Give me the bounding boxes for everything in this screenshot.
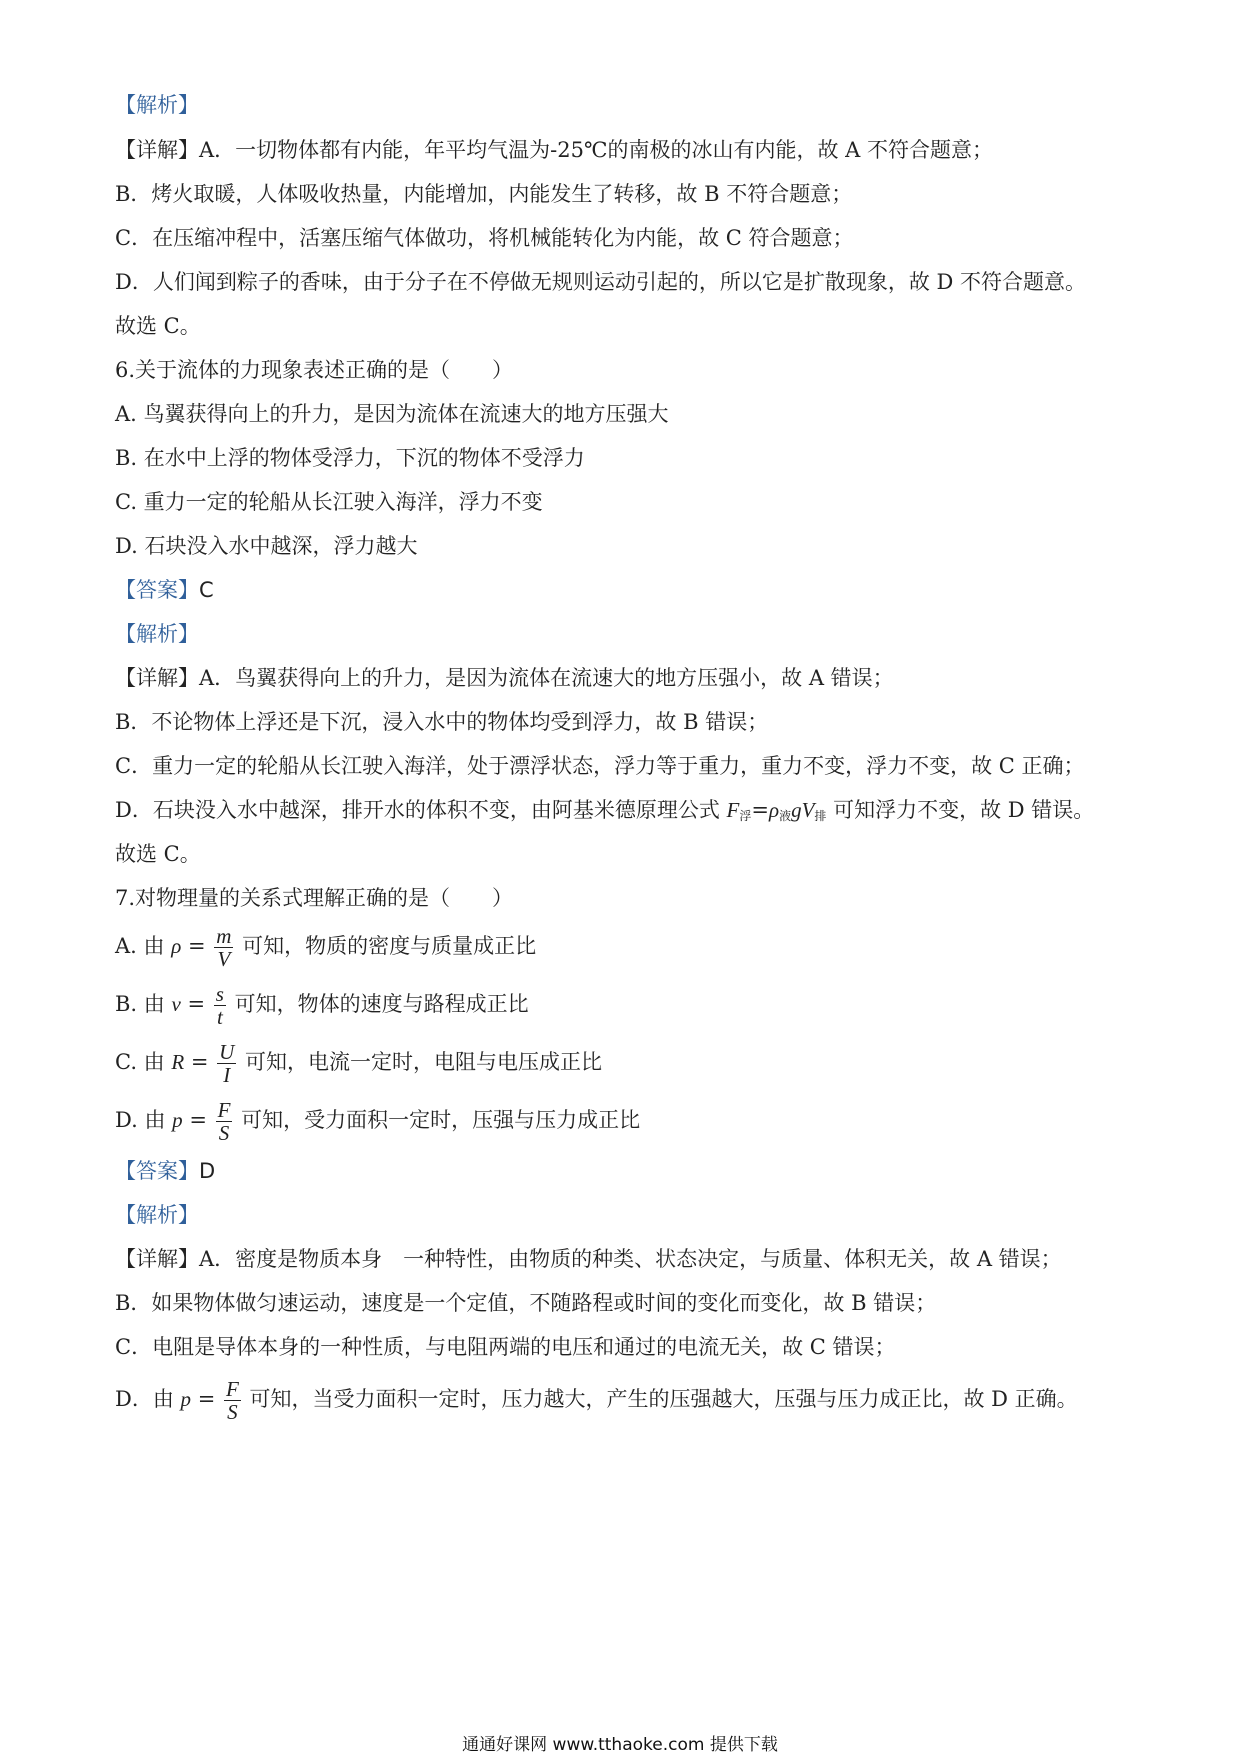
fraction xyxy=(214,983,226,1028)
question-7-option-b: B. 由 v = $\frac{s}{t}$ 可知，物体的速度与路程成正比 xyxy=(115,982,529,1029)
formula-sub: 排 xyxy=(814,809,827,823)
question-7-option-d: D. 由 p = $\frac{F}{S}$ 可知，受力面积一定时，压强与压力成正比 xyxy=(115,1098,641,1145)
formula-rho: ρ xyxy=(768,798,780,822)
detail-line: B．不论物体上浮还是下沉，浸入水中的物体均受到浮力，故 B 错误； xyxy=(115,710,769,734)
formula-F: F xyxy=(726,798,740,822)
answer-tag: 【答案】 xyxy=(115,578,199,602)
detail-line: 【详解】A．一切物体都有内能，年平均气温为-25℃的南极的冰山有内能，故 A 不符合题意； xyxy=(115,138,993,162)
question-6-option-a: A. 鸟翼获得向上的升力，是因为流体在流速大的地方压强大 xyxy=(115,402,669,426)
analysis-tag: 【解析】 xyxy=(115,93,199,117)
fraction xyxy=(214,925,233,970)
formula-g: g xyxy=(791,798,802,822)
detail-line-formula: D．由 p = $\frac{F}{S}$ 可知，当受力面积一定时，压力越大，产生的压强越大，压强与压力成正比，故 D 正确。 xyxy=(115,1377,1078,1424)
fraction-numerator: s xyxy=(215,982,224,1006)
answer-value: C xyxy=(199,578,214,602)
formula-sub: 浮 xyxy=(739,809,752,823)
question-7-stem: 7.对物理量的关系式理解正确的是（ ） xyxy=(115,886,514,910)
analysis-tag: 【解析】 xyxy=(115,1203,199,1227)
fraction-numerator: F xyxy=(217,1098,231,1122)
answer-tag: 【答案】 xyxy=(115,1159,199,1183)
conclusion-line: 故选 C。 xyxy=(115,314,201,338)
question-6-stem: 6.关于流体的力现象表述正确的是（ ） xyxy=(115,358,514,382)
conclusion-line: 故选 C。 xyxy=(115,842,201,866)
option-text: 可知，物体的速度与路程成正比 xyxy=(234,992,529,1016)
formula-lhs: p xyxy=(180,1387,192,1411)
detail-line: 【详解】A．密度是物质本身 一种特性，由物质的种类、状态决定，与质量、体积无关，故 A 错误； xyxy=(115,1247,1062,1271)
formula-lhs: ρ xyxy=(171,934,182,958)
fraction-numerator: m xyxy=(216,924,232,948)
answer-value: D xyxy=(199,1159,216,1183)
analysis-tag: 【解析】 xyxy=(115,622,199,646)
question-6-answer xyxy=(115,575,214,605)
fraction-numerator: F xyxy=(225,1377,239,1401)
fraction xyxy=(217,1041,236,1086)
question-7-answer xyxy=(115,1156,215,1186)
question-6-option-c: C. 重力一定的轮船从长江驶入海洋，浮力不变 xyxy=(115,490,543,514)
detail-line-formula xyxy=(115,795,1094,831)
detail-line: B．如果物体做匀速运动，速度是一个定值，不随路程或时间的变化而变化，故 B 错误； xyxy=(115,1291,937,1315)
formula-lhs: p xyxy=(172,1108,183,1132)
option-prefix: B. 由 xyxy=(115,992,165,1016)
formula-lhs: R xyxy=(171,1050,185,1074)
option-prefix: D. 由 xyxy=(115,1108,166,1132)
detail-text: 可知，当受力面积一定时，压力越大，产生的压强越大，压强与压力成正比，故 D 正确。 xyxy=(249,1387,1078,1411)
fraction-numerator: U xyxy=(219,1040,235,1064)
formula-sub: 液 xyxy=(779,809,792,823)
fraction-denominator: V xyxy=(217,947,231,971)
option-text: 可知，电流一定时，电阻与电压成正比 xyxy=(245,1050,602,1074)
formula-tail-text: 可知浮力不变，故 D 错误。 xyxy=(833,798,1095,822)
option-prefix: C. 由 xyxy=(115,1050,165,1074)
question-7-option-c: C. 由 R = $\frac{U}{I}$ 可知，电流一定时，电阻与电压成正比 xyxy=(115,1040,602,1087)
fraction xyxy=(216,1099,233,1144)
formula-V: V xyxy=(801,798,815,822)
detail-line: 【详解】A．鸟翼获得向上的升力，是因为流体在流速大的地方压强小，故 A 错误； xyxy=(115,666,894,690)
detail-line: B．烤火取暖，人体吸收热量，内能增加，内能发生了转移，故 B 不符合题意； xyxy=(115,182,853,206)
detail-line: C．在压缩冲程中，活塞压缩气体做功，将机械能转化为内能，故 C 符合题意； xyxy=(115,226,854,250)
detail-line: D．人们闻到粽子的香味，由于分子在不停做无规则运动引起的，所以它是扩散现象，故 D 不符合题意。 xyxy=(115,270,1087,294)
detail-line: C．电阻是导体本身的一种性质，与电阻两端的电压和通过的电流无关，故 C 错误； xyxy=(115,1335,896,1359)
archimedes-formula xyxy=(727,798,834,822)
question-6-option-b: B. 在水中上浮的物体受浮力，下沉的物体不受浮力 xyxy=(115,446,585,470)
question-7-option-a: A. 由 ρ = $\frac{m}{V}$ 可知，物质的密度与质量成正比 xyxy=(115,924,537,971)
fraction-denominator: t xyxy=(216,1005,223,1029)
footer-watermark: 通通好课网 www.tthaoke.com 提供下载 xyxy=(462,1735,778,1755)
option-prefix: D．由 xyxy=(115,1387,174,1411)
fraction-denominator: S xyxy=(227,1400,238,1424)
option-prefix: A. 由 xyxy=(115,934,165,958)
fraction-denominator: S xyxy=(218,1121,230,1145)
formula-lead-text: D．石块没入水中越深，排开水的体积不变，由阿基米德原理公式 xyxy=(115,798,720,822)
formula-eq: = xyxy=(751,798,769,822)
fraction xyxy=(224,1378,241,1423)
option-text: 可知，受力面积一定时，压强与压力成正比 xyxy=(241,1108,641,1132)
fraction-denominator: I xyxy=(223,1063,231,1087)
option-text: 可知，物质的密度与质量成正比 xyxy=(242,934,537,958)
detail-line: C．重力一定的轮船从长江驶入海洋，处于漂浮状态，浮力等于重力，重力不变，浮力不变，故 C 正确； xyxy=(115,754,1085,778)
question-6-option-d: D. 石块没入水中越深，浮力越大 xyxy=(115,534,418,558)
formula-lhs: v xyxy=(171,992,181,1016)
